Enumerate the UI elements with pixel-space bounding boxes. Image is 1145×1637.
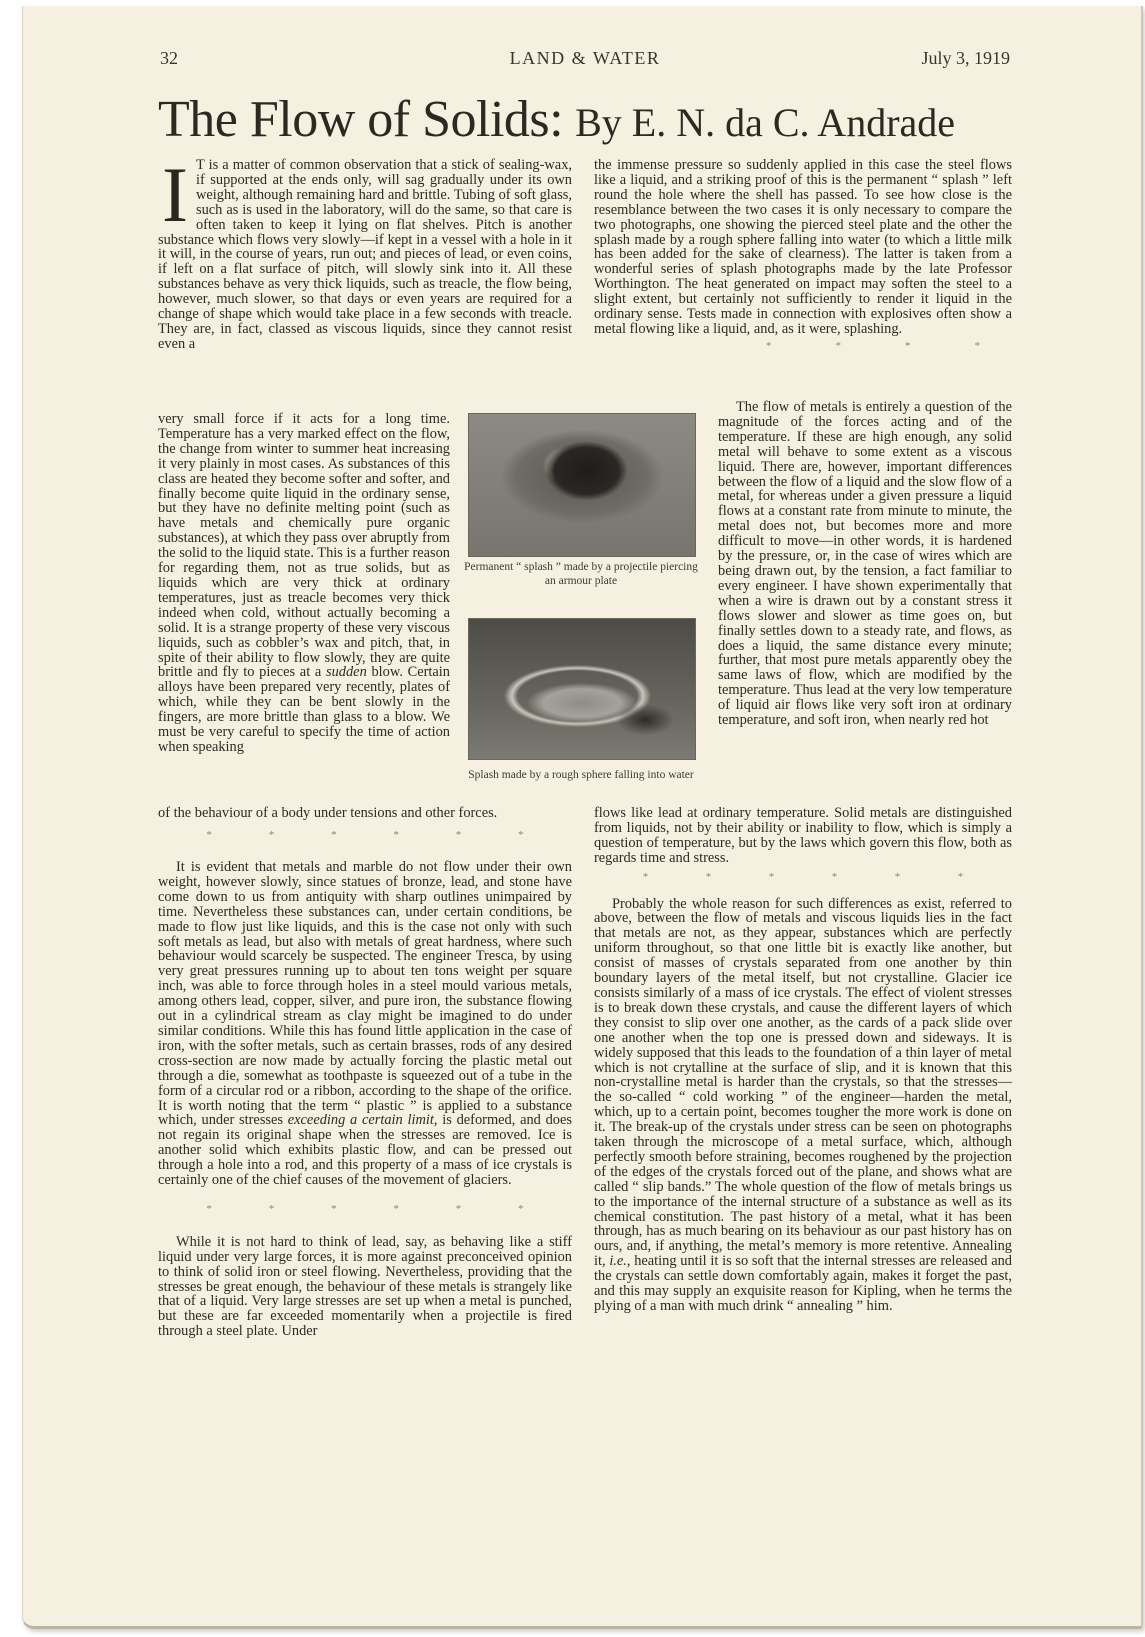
paragraph: Probably the whole reason for such differences as exist, referred to above, between the flow of metals and viscous liquids lies in the fact that metals are not, as they appear, substances which are perfectly uniform throughout, so that one little bit is exactly like another, but consist of masses of crystals separated from one another by thin boundary layers of the metal itself, but not crystalline. Glacier ice consists similarly of a mass of ice crystals. The effect of violent stresses is to break down these crystals, and cause the different layers of which they consist to slip over one another, as the cards of a pack slide over one another when the top one is pressed down and sideways. It is widely supposed that this leads to the foundation of a thin layer of metal which is not crytalline at the surface of slip, and it is known that this non-crystalline metal is harder than the crystals, so that the stresses—the so-called “ cold working ” of the engineer—harden the metal, which, up to a certain point, becomes tougher the more work is done on it. The break-up of the crystals under stress can be seen on photographs taken through the microscope of a metal surface, which, although perfectly smooth before straining, becomes roughened by the projection of the edges of the crystals forced out of the plane, and shows what are called “ slip bands.” The whole question of the flow of metals brings us to the importance of the internal structure of a substance as well as its chemical constitution. The past history of a metal, what it has been through, has as much bearing on its behaviour as our past history has on ours, and, if anything, the metal’s memory is more retentive. Annealing it, i.e., heating until it is so soft that the internal stresses are released and the crystals can settle down comfortably again, makes it forget the past, and this may supply an exquisite reason for Kipling, when he terms the plying of a man with much drink “ annealing ” him. <box>594 895 1012 1314</box>
issue-date: July 3, 1919 <box>921 48 1010 68</box>
star-ornament: * <box>905 339 911 352</box>
separator-stars <box>158 828 572 843</box>
figure-caption: Splash made by a rough sphere falling into water <box>468 769 694 781</box>
star-ornament: * <box>894 870 901 883</box>
star-ornament: * <box>455 829 462 841</box>
paragraph: very small force if it acts for a long time. Temperature has a very marked effect on the flow, the change from winter to summer heat increasing it very plainly in most cases. As substances of this class are heated they become softer and softer, and finally become quite liquid in the ordinary sense, but they have no definite melting point (such as have metals and chemically pure organic substances), at which they pass over abruptly from the solid to the liquid state. This is a further reason for regarding them, not as true solids, but as liquids which are very thick at ordinary temperatures, just as treacle becomes very thick indeed when cold, without actually becoming a solid. It is a strange property of these very viscous liquids, such as cobbler’s wax and pitch, that, in spite of their ability to flow slowly, they are quite brittle and fly to pieces at a sudden blow. Certain alloys have been prepared very recently, plates of which, while they can be bent slowly in the fingers, are more brittle than glass to a blow. We must be very careful to specify the time of action when speaking <box>158 411 450 755</box>
right-column-lower <box>594 806 1012 1314</box>
left-column-wide-line <box>158 806 578 821</box>
figure-caption: Permanent “ splash ” made by a projectile piercing an armour plate <box>464 561 698 587</box>
star-ornament: * <box>766 339 772 352</box>
star-ornament: * <box>455 1202 462 1215</box>
water-splash-photo-icon <box>468 618 696 760</box>
right-column-top <box>594 158 1012 354</box>
italic-emphasis: i.e. <box>609 1253 627 1270</box>
star-ornament: * <box>393 1202 399 1215</box>
star-ornament: * <box>518 829 524 841</box>
star-ornament: * <box>518 1202 524 1215</box>
article-title: The Flow of Solids: <box>158 91 564 148</box>
star-ornament: * <box>768 870 775 883</box>
star-ornament: * <box>974 339 980 352</box>
article-byline: By E. N. da C. Andrade <box>575 100 956 145</box>
left-column-top <box>158 151 572 352</box>
paragraph: the immense pressure so suddenly applied in this case the steel flows like a liquid, and a striking proof of this is the permanent “ splash ” left round the hole where the shell has passed. To see how close is the resemblance between the two cases it is only necessary to compare the two photographs, one showing the pierced steel plate and the other the splash made by a rough sphere falling into water (to which a little milk has been added for the sake of clearness). The latter is taken from a wonderful series of splash photographs made by the late Professor Worthington. The heat generated on impact may soften the steel to a slight extent, but certainly not sufficiently to render it liquid in the ordinary sense. Tests made in connection with explosives often show a metal flowing like a liquid, and, as it were, splashing. <box>594 157 1012 337</box>
running-head <box>160 48 1010 70</box>
star-ornament: * <box>331 829 337 841</box>
star-ornament: * <box>331 1202 337 1215</box>
armour-plate-photo-icon <box>468 413 696 557</box>
star-ornament: * <box>642 870 649 883</box>
article-title-block <box>158 90 1028 149</box>
left-column-lower <box>158 860 572 1339</box>
paragraph-end: of the behaviour of a body under tensions and other forces. <box>158 805 498 821</box>
paragraph: The flow of metals is entirely a question of the magnitude of the forces acting and of the temperature. If these are high enough, any solid metal will behave to some extent as a viscous liquid. There are, however, important differences between the flow of a liquid and the slow flow of a metal, for whereas under a given pressure a liquid flows at a constant rate from minute to minute, the metal does not, but becomes more and more difficult to move—in other words, it is hardened by the pressure, or, in the case of wires which are being drawn out, by the tension, a fact familiar to every engineer. I have shown experimentally that when a wire is drawn out by a constant stress it flows slower and slower as time goes on, but finally settles down to a steady rate, and flows, as does a liquid, the same distance every minute; further, that most pure metals apparently obey the same laws of flow, which are modified by the temperature. Thus lead at the very low temperature of liquid air flows like very soft iron at ordinary temperature, and soft iron, when nearly red hot <box>718 399 1012 729</box>
star-ornament: * <box>268 1202 275 1215</box>
italic-emphasis: exceeding a certain limit <box>287 1112 434 1129</box>
paragraph-end: flows like lead at ordinary temperature. Solid metals are distinguished from liquids, not by their ability or inability to flow, which is simply a question of temperature, but by the laws which govern this flow, both as regards time and stress. <box>594 805 1012 866</box>
left-column-narrow <box>158 412 450 755</box>
right-column-narrow <box>718 400 1012 728</box>
star-ornament: * <box>393 829 399 841</box>
star-ornament: * <box>206 829 212 841</box>
star-ornament: * <box>705 870 712 883</box>
star-ornament: * <box>831 870 838 883</box>
page-number: 32 <box>160 48 178 68</box>
paragraph: While it is not hard to think of lead, say, as behaving like a stiff liquid under very large forces, it is more against preconceived opinion to think of solid iron or steel flowing. Nevertheless, providing that the stresses be great enough, the behaviour of these metals is strangely like that of a liquid. Very large stresses are set up when a metal is punched, but these are far exceeded momentarily when a projectile is fired through a steel plate. Under <box>158 1233 572 1340</box>
star-ornament: * <box>268 829 275 841</box>
paragraph: It is evident that metals and marble do not flow under their own weight, however slowly, since statues of bronze, lead, and stone have come down to us from antiquity with sharp outlines unimpaired by time. Nevertheless these substances can, under certain conditions, be made to flow just like liquids, and this is the case not only with such soft metals as lead, but also with metals of great hardness, where such behaviour would scarcely be suspected. The engineer Tresca, by using very great pressures running up to about ten tons weight per square inch, was able to force through holes in a steel mould various metals, among others lead, copper, silver, and pure iron, the substance flowing out in a cylindrical stream as clay might be imagined to do under similar conditions. While this has found little application in the case of iron, with the softer metals, such as certain brasses, rods of any desired cross-section are now made by actually forcing the plastic metal out through a die, somewhat as toothpaste is squeezed out of a tube in the form of a circular rod or a ribbon, according to the shape of the orifice. It is worth noting that the term “ plastic ” is applied to a substance which, under stresses exceeding a certain limit, is deformed, and does not regain its original shape when the stresses are removed. Ice is another solid which exhibits plastic flow, and can be pressed out through a hole into a rod, and this property of a mass of ice crystals is certainly one of the chief causes of the movement of glaciers. <box>158 859 572 1189</box>
italic-emphasis: sudden <box>326 664 367 681</box>
magazine-name: LAND & WATER <box>509 48 661 68</box>
star-ornament: * <box>835 339 841 352</box>
star-ornament: * <box>957 870 964 883</box>
star-ornament: * <box>206 1202 212 1215</box>
paragraph: I T is a matter of common observation that a stick of sealing-wax, if supported at the ends only, will sag gradually under its own weight, although remaining hard and brittle. Tubing of soft glass, such as is used in the laboratory, will do the same, so that care is often taken to keep it lying on flat shelves. Pitch is another substance which flows very slowly—if kept in a vessel with a hole in it it will, in the course of years, run out; and pieces of lead, or even coins, if left on a flat surface of pitch, will slowly sink into it. All these substances behave as very thick liquids, such as treacle, the flow being, however, much slower, so that days or even years are required for a change of shape which would take place in a few seconds with treacle. They are, in fact, classed as viscous liquids, since they cannot resist even a <box>158 151 572 352</box>
drop-cap: I <box>162 151 188 238</box>
